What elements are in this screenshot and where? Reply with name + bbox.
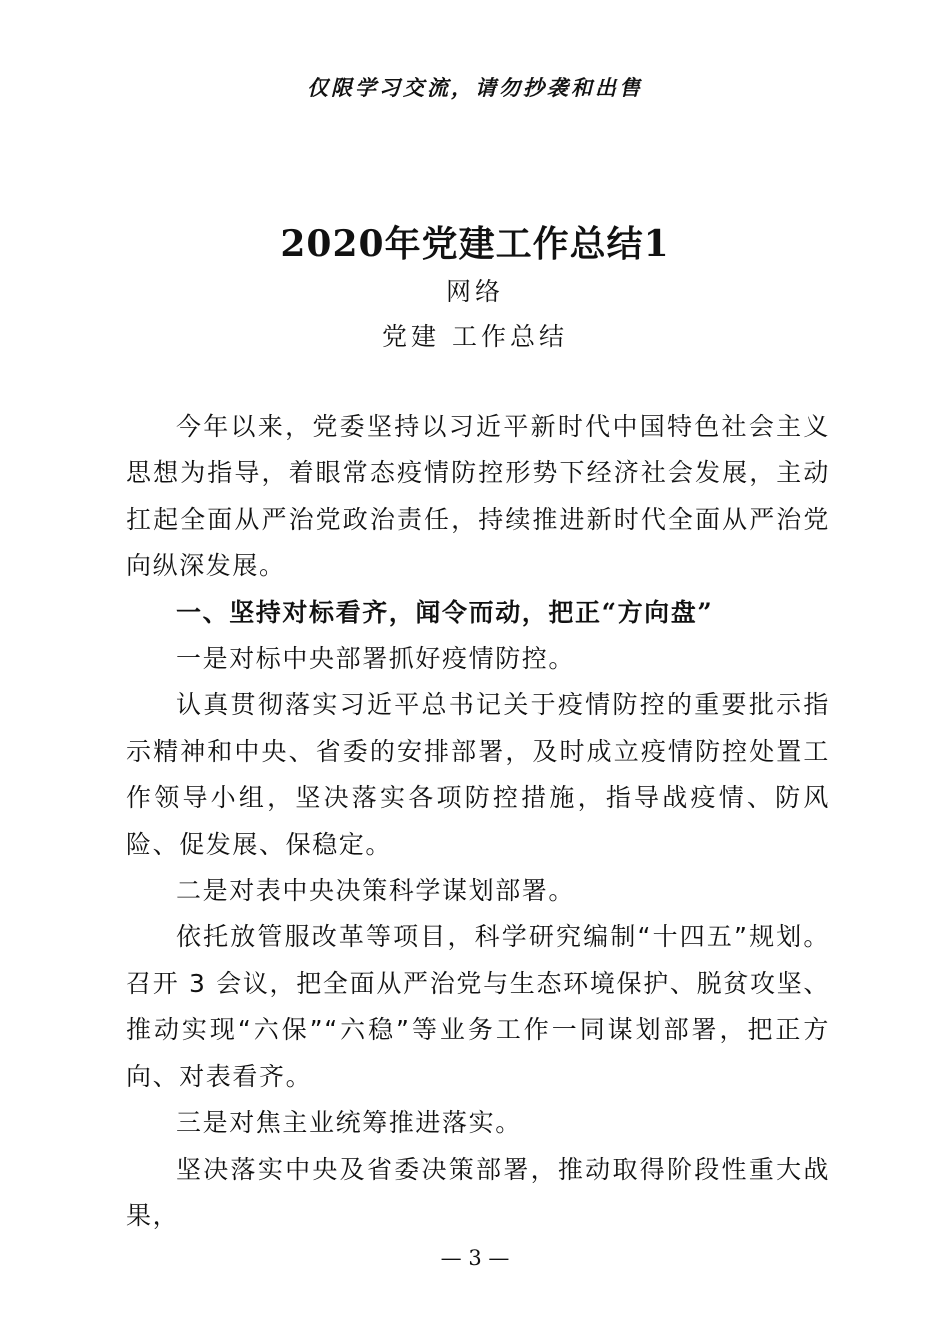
section-heading: 一、坚持对标看齐，闻令而动，把正“方向盘” bbox=[176, 597, 714, 627]
subheading: 二是对表中央决策科学谋划部署。 bbox=[176, 876, 576, 906]
paragraph: 依托放管服改革等项目，科学研究编制“十四五”规划。召开 3 会议，把全面从严治党与生态环境保护、脱贫攻坚、推动实现“六保”“六稳”等业务工作一同谋划部署，把正方向、对表看齐。 bbox=[126, 922, 830, 1091]
body-text bbox=[126, 404, 830, 1239]
document-title: 2020年党建工作总结1 bbox=[280, 223, 670, 265]
paragraph: 认真贯彻落实习近平总书记关于疫情防控的重要批示指示精神和中央、省委的安排部署，及时成立疫情防控处置工作领导小组，坚决落实各项防控措施，指导战疫情、防风险、促发展、保稳定。 bbox=[126, 690, 830, 859]
paragraph: 今年以来，党委坚持以习近平新时代中国特色社会主义思想为指导，着眼常态疫情防控形势下经济社会发展，主动扛起全面从严治党政治责任，持续推进新时代全面从严治党向纵深发展。 bbox=[126, 412, 830, 581]
subheading: 一是对标中央部署抓好疫情防控。 bbox=[176, 644, 576, 674]
subheading: 三是对焦主业统筹推进落实。 bbox=[176, 1108, 522, 1138]
tags-line: 党建 工作总结 bbox=[382, 322, 568, 351]
source-line: 网络 bbox=[445, 277, 504, 306]
header-note: 仅限学习交流，请勿抄袭和出售 bbox=[307, 76, 643, 100]
page-number: — 3 — bbox=[440, 1246, 510, 1270]
paragraph: 坚决落实中央及省委决策部署，推动取得阶段性重大战果， bbox=[126, 1154, 830, 1230]
